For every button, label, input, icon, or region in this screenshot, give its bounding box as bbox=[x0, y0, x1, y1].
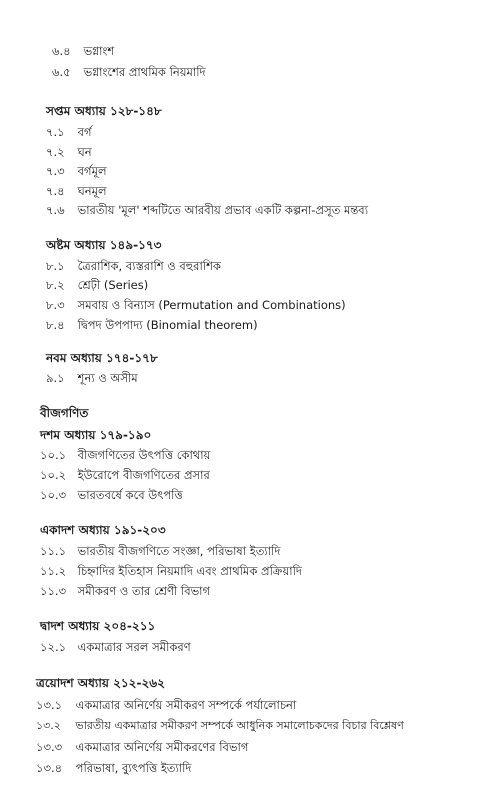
section-number: ১২.১ bbox=[40, 640, 67, 654]
section-title: বর্গমূল bbox=[77, 164, 107, 178]
section-title: চিহ্নাদির ইতিহাস নিয়মাদি এবং প্রাথমিক প্রক্রিয়াদি bbox=[77, 564, 302, 578]
toc-entry bbox=[46, 144, 92, 160]
toc-entry bbox=[46, 317, 258, 333]
toc-entry bbox=[40, 487, 183, 503]
toc-entry bbox=[46, 277, 148, 293]
section-number: ৮.১ bbox=[46, 259, 65, 273]
toc-entry bbox=[40, 543, 280, 559]
section-title: শূন্য ও অসীম bbox=[77, 371, 138, 385]
section-title: ভারতীয় বীজগণিতে সংজ্ঞা, পরিভাষা ইত্যাদি bbox=[77, 544, 281, 558]
toc-entry bbox=[46, 297, 346, 313]
toc-entry bbox=[46, 370, 138, 386]
chapter-heading: অষ্টম অধ্যায় ১৪৯-১৭৩ bbox=[46, 238, 162, 252]
toc-entry bbox=[46, 183, 107, 199]
chapter-heading: একাদশ অধ্যায় ১৯১-২০৩ bbox=[40, 523, 166, 537]
section-number: ৭.১ bbox=[46, 125, 65, 139]
section-title: একমাত্রার সরল সমীকরণ bbox=[77, 640, 191, 654]
section-number: ৭.৬ bbox=[46, 203, 65, 217]
section-number: ৮.৩ bbox=[46, 298, 65, 312]
section-title: ত্রৈরাশিক, ব্যস্তরাশি ও বহুরাশিক bbox=[77, 259, 221, 273]
toc-entry bbox=[36, 718, 404, 734]
toc-entry bbox=[46, 124, 92, 140]
section-number: ৮.৪ bbox=[46, 318, 65, 332]
toc-entry bbox=[36, 760, 191, 776]
toc-entry bbox=[52, 43, 114, 59]
toc-entry bbox=[52, 64, 206, 80]
section-number: ৮.২ bbox=[46, 278, 65, 292]
toc-entry bbox=[40, 583, 210, 599]
toc-entry bbox=[40, 563, 302, 579]
section-number: ১৩.২ bbox=[36, 719, 61, 732]
section-title: দ্বিপদ উপপাদ্য (Binomial theorem) bbox=[77, 318, 258, 332]
toc-entry bbox=[46, 258, 221, 274]
section-title: একমাত্রার অনির্ণেয় সমীকরণ সম্পর্কে পর্যালোচনা bbox=[75, 698, 297, 712]
toc-entry bbox=[36, 739, 248, 755]
section-number: ১১.১ bbox=[40, 544, 67, 558]
chapter-heading: নবম অধ্যায় ১৭৪-১৭৮ bbox=[46, 351, 158, 365]
section-title: বর্গ bbox=[77, 125, 92, 139]
section-title: ভারতবর্ষে কবে উৎপত্তি bbox=[77, 488, 183, 502]
section-number: ১৩.৪ bbox=[36, 761, 63, 775]
toc-entry bbox=[40, 467, 210, 483]
section-title: পরিভাষা, ব্যুৎপত্তি ইত্যাদি bbox=[75, 761, 192, 775]
section-number: ৭.৩ bbox=[46, 164, 65, 178]
section-number: ১০.২ bbox=[40, 468, 67, 482]
section-title: ভারতীয় 'মূল' শব্দটিতে আরবীয় প্রভাব একটি কল্পনা-প্রসূত মন্তব্য bbox=[77, 203, 369, 217]
section-title: ভারতীয় একমাত্রার সমীকরণ সম্পর্কে আধুনিক সমালোচকদের বিচার বিশ্লেষণ bbox=[75, 719, 404, 732]
section-number: ৭.২ bbox=[46, 145, 65, 159]
section-title: ভগ্নাংশের প্রাথমিক নিয়মাদি bbox=[83, 65, 206, 79]
section-number: ১০.১ bbox=[40, 448, 67, 462]
section-title: শ্রেঢ়ী (Series) bbox=[77, 278, 149, 292]
chapter-heading: সপ্তম অধ্যায় ১২৮-১৪৮ bbox=[46, 104, 162, 118]
part-heading: বীজগণিত bbox=[40, 406, 89, 420]
section-number: ১৩.১ bbox=[36, 698, 63, 712]
section-title: ঘন bbox=[77, 145, 92, 159]
toc-entry bbox=[46, 202, 368, 218]
section-title: সমীকরণ ও তার শ্রেণী বিভাগ bbox=[77, 584, 211, 598]
section-number: ৬.৪ bbox=[52, 44, 71, 58]
toc-entry bbox=[40, 639, 191, 655]
section-title: ইউরোপে বীজগণিতের প্রসার bbox=[77, 468, 210, 482]
toc-entry bbox=[36, 697, 296, 713]
section-number: ১১.২ bbox=[40, 564, 67, 578]
chapter-heading: ত্রয়োদশ অধ্যায় ২১২-২৬২ bbox=[36, 676, 165, 690]
chapter-heading: দশম অধ্যায় ১৭৯-১৯০ bbox=[40, 428, 152, 442]
section-number: ৬.৫ bbox=[52, 65, 71, 79]
section-title: ভগ্নাংশ bbox=[83, 44, 115, 58]
section-number: ১০.৩ bbox=[40, 488, 67, 502]
toc-entry bbox=[46, 163, 107, 179]
section-title: বীজগণিতের উৎপত্তি কোথায় bbox=[77, 448, 211, 462]
toc-entry bbox=[40, 447, 210, 463]
section-number: ৭.৪ bbox=[46, 184, 65, 198]
section-number: ৯.১ bbox=[46, 371, 65, 385]
section-title: একমাত্রার অনির্ণেয় সমীকরণের বিভাগ bbox=[75, 740, 249, 754]
section-title: সমবায় ও বিন্যাস (Permutation and Combinations) bbox=[77, 298, 346, 312]
section-number: ১৩.৩ bbox=[36, 740, 63, 754]
section-title: ঘনমূল bbox=[77, 184, 107, 198]
chapter-heading: দ্বাদশ অধ্যায় ২০৪-২১১ bbox=[40, 619, 156, 633]
section-number: ১১.৩ bbox=[40, 584, 67, 598]
